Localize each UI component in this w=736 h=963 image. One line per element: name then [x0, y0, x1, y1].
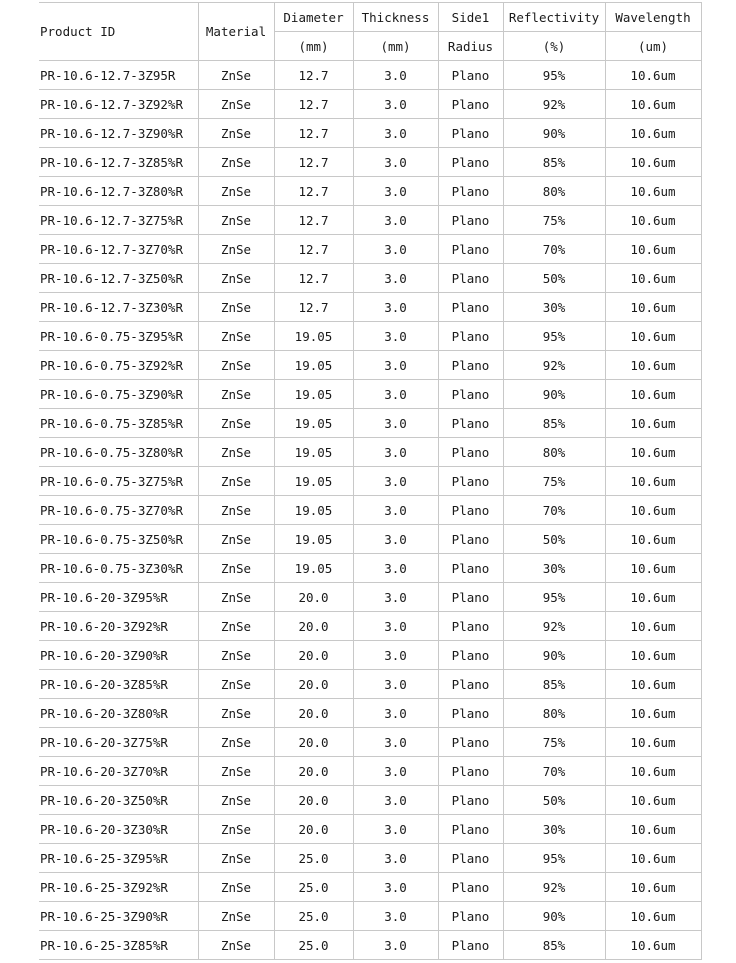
side1-cell: Plano — [438, 351, 503, 380]
table-row — [39, 757, 701, 786]
product-id-cell: PR-10.6-12.7-3Z85%R — [39, 148, 198, 177]
reflectivity-cell: 70% — [503, 496, 605, 525]
thickness-cell: 3.0 — [353, 177, 438, 206]
reflectivity-cell: 95% — [503, 322, 605, 351]
side1-cell: Plano — [438, 177, 503, 206]
material-cell: ZnSe — [198, 322, 274, 351]
diameter-cell: 19.05 — [274, 380, 353, 409]
product-id-cell: PR-10.6-20-3Z90%R — [39, 641, 198, 670]
thickness-cell: 3.0 — [353, 699, 438, 728]
product-id-cell: PR-10.6-20-3Z30%R — [39, 815, 198, 844]
wavelength-cell: 10.6um — [605, 931, 701, 960]
material-cell: ZnSe — [198, 438, 274, 467]
material-cell: ZnSe — [198, 264, 274, 293]
wavelength-cell: 10.6um — [605, 815, 701, 844]
wavelength-cell: 10.6um — [605, 409, 701, 438]
side1-cell: Plano — [438, 554, 503, 583]
thickness-cell: 3.0 — [353, 467, 438, 496]
reflectivity-cell: 75% — [503, 728, 605, 757]
material-cell: ZnSe — [198, 293, 274, 322]
side1-cell: Plano — [438, 525, 503, 554]
side1-cell: Plano — [438, 148, 503, 177]
material-cell: ZnSe — [198, 931, 274, 960]
table-row — [39, 844, 701, 873]
side1-cell: Plano — [438, 264, 503, 293]
wavelength-cell: 10.6um — [605, 264, 701, 293]
material-cell: ZnSe — [198, 699, 274, 728]
product-id-cell: PR-10.6-20-3Z75%R — [39, 728, 198, 757]
table-row — [39, 90, 701, 119]
wavelength-cell: 10.6um — [605, 699, 701, 728]
thickness-cell: 3.0 — [353, 612, 438, 641]
material-cell: ZnSe — [198, 380, 274, 409]
reflectivity-cell: 92% — [503, 612, 605, 641]
side1-cell: Plano — [438, 322, 503, 351]
table-row — [39, 728, 701, 757]
table-row — [39, 235, 701, 264]
reflectivity-cell: 80% — [503, 438, 605, 467]
material-cell: ZnSe — [198, 206, 274, 235]
reflectivity-cell: 85% — [503, 409, 605, 438]
side1-cell: Plano — [438, 612, 503, 641]
product-id-cell: PR-10.6-0.75-3Z90%R — [39, 380, 198, 409]
reflectivity-cell: 90% — [503, 380, 605, 409]
wavelength-cell: 10.6um — [605, 177, 701, 206]
table-row — [39, 525, 701, 554]
product-id-cell: PR-10.6-12.7-3Z30%R — [39, 293, 198, 322]
thickness-cell: 3.0 — [353, 757, 438, 786]
wavelength-cell: 10.6um — [605, 206, 701, 235]
thickness-cell: 3.0 — [353, 409, 438, 438]
diameter-cell: 12.7 — [274, 264, 353, 293]
product-id-cell: PR-10.6-0.75-3Z75%R — [39, 467, 198, 496]
material-cell: ZnSe — [198, 844, 274, 873]
wavelength-cell: 10.6um — [605, 322, 701, 351]
side1-cell: Plano — [438, 583, 503, 612]
product-id-cell: PR-10.6-0.75-3Z30%R — [39, 554, 198, 583]
side1-cell: Plano — [438, 235, 503, 264]
side1-cell: Plano — [438, 699, 503, 728]
diameter-cell: 20.0 — [274, 757, 353, 786]
wavelength-cell: 10.6um — [605, 670, 701, 699]
thickness-cell: 3.0 — [353, 815, 438, 844]
diameter-cell: 25.0 — [274, 873, 353, 902]
material-cell: ZnSe — [198, 612, 274, 641]
header-thickness: Thickness — [353, 3, 438, 32]
material-cell: ZnSe — [198, 670, 274, 699]
material-cell: ZnSe — [198, 554, 274, 583]
diameter-cell: 20.0 — [274, 583, 353, 612]
wavelength-cell: 10.6um — [605, 351, 701, 380]
diameter-cell: 25.0 — [274, 844, 353, 873]
thickness-cell: 3.0 — [353, 786, 438, 815]
reflectivity-cell: 50% — [503, 786, 605, 815]
wavelength-cell: 10.6um — [605, 844, 701, 873]
product-id-cell: PR-10.6-25-3Z90%R — [39, 902, 198, 931]
table-row — [39, 873, 701, 902]
product-id-cell: PR-10.6-0.75-3Z50%R — [39, 525, 198, 554]
thickness-cell: 3.0 — [353, 438, 438, 467]
thickness-cell: 3.0 — [353, 728, 438, 757]
wavelength-cell: 10.6um — [605, 873, 701, 902]
thickness-cell: 3.0 — [353, 670, 438, 699]
table-row — [39, 641, 701, 670]
product-id-cell: PR-10.6-12.7-3Z70%R — [39, 235, 198, 264]
product-id-cell: PR-10.6-20-3Z80%R — [39, 699, 198, 728]
wavelength-cell: 10.6um — [605, 61, 701, 90]
wavelength-cell: 10.6um — [605, 641, 701, 670]
side1-cell: Plano — [438, 496, 503, 525]
reflectivity-cell: 50% — [503, 525, 605, 554]
thickness-cell: 3.0 — [353, 235, 438, 264]
reflectivity-cell: 70% — [503, 757, 605, 786]
product-id-cell: PR-10.6-20-3Z92%R — [39, 612, 198, 641]
side1-cell: Plano — [438, 380, 503, 409]
diameter-cell: 12.7 — [274, 148, 353, 177]
material-cell: ZnSe — [198, 902, 274, 931]
table-row — [39, 902, 701, 931]
reflectivity-cell: 95% — [503, 61, 605, 90]
diameter-cell: 19.05 — [274, 409, 353, 438]
spec-sheet — [39, 2, 702, 960]
table-row — [39, 931, 701, 960]
thickness-cell: 3.0 — [353, 844, 438, 873]
table-row — [39, 148, 701, 177]
product-id-cell: PR-10.6-0.75-3Z95%R — [39, 322, 198, 351]
wavelength-cell: 10.6um — [605, 786, 701, 815]
diameter-cell: 12.7 — [274, 235, 353, 264]
side1-cell: Plano — [438, 873, 503, 902]
diameter-cell: 19.05 — [274, 525, 353, 554]
header-row-top — [39, 3, 701, 32]
table-row — [39, 612, 701, 641]
reflectivity-cell: 92% — [503, 873, 605, 902]
product-id-cell: PR-10.6-12.7-3Z75%R — [39, 206, 198, 235]
table-row — [39, 322, 701, 351]
reflectivity-cell: 85% — [503, 670, 605, 699]
table-row — [39, 409, 701, 438]
diameter-cell: 12.7 — [274, 206, 353, 235]
table-body — [39, 61, 701, 960]
thickness-cell: 3.0 — [353, 90, 438, 119]
diameter-cell: 19.05 — [274, 467, 353, 496]
wavelength-cell: 10.6um — [605, 235, 701, 264]
reflectivity-cell: 50% — [503, 264, 605, 293]
product-id-cell: PR-10.6-0.75-3Z92%R — [39, 351, 198, 380]
material-cell: ZnSe — [198, 525, 274, 554]
product-id-cell: PR-10.6-12.7-3Z80%R — [39, 177, 198, 206]
thickness-cell: 3.0 — [353, 293, 438, 322]
material-cell: ZnSe — [198, 757, 274, 786]
header-material: Material — [198, 3, 274, 61]
side1-cell: Plano — [438, 902, 503, 931]
reflectivity-cell: 90% — [503, 119, 605, 148]
product-id-cell: PR-10.6-25-3Z85%R — [39, 931, 198, 960]
reflectivity-cell: 95% — [503, 583, 605, 612]
product-spec-table — [39, 2, 702, 960]
diameter-cell: 19.05 — [274, 496, 353, 525]
side1-cell: Plano — [438, 409, 503, 438]
wavelength-cell: 10.6um — [605, 612, 701, 641]
material-cell: ZnSe — [198, 728, 274, 757]
header-side1-radius: Radius — [438, 32, 503, 61]
material-cell: ZnSe — [198, 496, 274, 525]
diameter-cell: 12.7 — [274, 177, 353, 206]
reflectivity-cell: 92% — [503, 351, 605, 380]
material-cell: ZnSe — [198, 873, 274, 902]
table-row — [39, 351, 701, 380]
wavelength-cell: 10.6um — [605, 90, 701, 119]
material-cell: ZnSe — [198, 235, 274, 264]
wavelength-cell: 10.6um — [605, 496, 701, 525]
diameter-cell: 20.0 — [274, 612, 353, 641]
diameter-cell: 12.7 — [274, 119, 353, 148]
diameter-cell: 19.05 — [274, 438, 353, 467]
product-id-cell: PR-10.6-12.7-3Z92%R — [39, 90, 198, 119]
material-cell: ZnSe — [198, 351, 274, 380]
table-row — [39, 438, 701, 467]
table-row — [39, 61, 701, 90]
product-id-cell: PR-10.6-20-3Z95%R — [39, 583, 198, 612]
side1-cell: Plano — [438, 293, 503, 322]
diameter-cell: 19.05 — [274, 322, 353, 351]
material-cell: ZnSe — [198, 409, 274, 438]
table-row — [39, 264, 701, 293]
product-id-cell: PR-10.6-12.7-3Z90%R — [39, 119, 198, 148]
diameter-cell: 12.7 — [274, 61, 353, 90]
thickness-cell: 3.0 — [353, 496, 438, 525]
side1-cell: Plano — [438, 815, 503, 844]
product-id-cell: PR-10.6-20-3Z85%R — [39, 670, 198, 699]
product-id-cell: PR-10.6-0.75-3Z70%R — [39, 496, 198, 525]
thickness-cell: 3.0 — [353, 119, 438, 148]
side1-cell: Plano — [438, 206, 503, 235]
reflectivity-cell: 75% — [503, 206, 605, 235]
product-id-cell: PR-10.6-0.75-3Z80%R — [39, 438, 198, 467]
wavelength-cell: 10.6um — [605, 438, 701, 467]
reflectivity-cell: 75% — [503, 467, 605, 496]
side1-cell: Plano — [438, 119, 503, 148]
diameter-cell: 20.0 — [274, 728, 353, 757]
material-cell: ZnSe — [198, 61, 274, 90]
thickness-cell: 3.0 — [353, 583, 438, 612]
wavelength-cell: 10.6um — [605, 148, 701, 177]
diameter-cell: 12.7 — [274, 293, 353, 322]
product-id-cell: PR-10.6-20-3Z50%R — [39, 786, 198, 815]
product-id-cell: PR-10.6-25-3Z92%R — [39, 873, 198, 902]
product-id-cell: PR-10.6-0.75-3Z85%R — [39, 409, 198, 438]
table-row — [39, 380, 701, 409]
thickness-cell: 3.0 — [353, 931, 438, 960]
side1-cell: Plano — [438, 728, 503, 757]
reflectivity-cell: 70% — [503, 235, 605, 264]
header-diameter: Diameter — [274, 3, 353, 32]
material-cell: ZnSe — [198, 177, 274, 206]
thickness-cell: 3.0 — [353, 206, 438, 235]
diameter-cell: 12.7 — [274, 90, 353, 119]
table-row — [39, 496, 701, 525]
wavelength-cell: 10.6um — [605, 757, 701, 786]
side1-cell: Plano — [438, 757, 503, 786]
thickness-cell: 3.0 — [353, 148, 438, 177]
side1-cell: Plano — [438, 670, 503, 699]
table-row — [39, 699, 701, 728]
table-row — [39, 815, 701, 844]
side1-cell: Plano — [438, 641, 503, 670]
reflectivity-cell: 85% — [503, 148, 605, 177]
table-row — [39, 583, 701, 612]
header-wavelength: Wavelength — [605, 3, 701, 32]
product-id-cell: PR-10.6-12.7-3Z95R — [39, 61, 198, 90]
thickness-cell: 3.0 — [353, 641, 438, 670]
header-reflectivity: Reflectivity — [503, 3, 605, 32]
wavelength-cell: 10.6um — [605, 467, 701, 496]
header-thickness-unit: (mm) — [353, 32, 438, 61]
product-id-cell: PR-10.6-12.7-3Z50%R — [39, 264, 198, 293]
thickness-cell: 3.0 — [353, 380, 438, 409]
table-row — [39, 786, 701, 815]
diameter-cell: 20.0 — [274, 670, 353, 699]
wavelength-cell: 10.6um — [605, 554, 701, 583]
table-row — [39, 119, 701, 148]
wavelength-cell: 10.6um — [605, 583, 701, 612]
table-row — [39, 206, 701, 235]
side1-cell: Plano — [438, 467, 503, 496]
diameter-cell: 19.05 — [274, 351, 353, 380]
table-row — [39, 670, 701, 699]
material-cell: ZnSe — [198, 90, 274, 119]
reflectivity-cell: 30% — [503, 554, 605, 583]
reflectivity-cell: 80% — [503, 177, 605, 206]
table-row — [39, 554, 701, 583]
reflectivity-cell: 95% — [503, 844, 605, 873]
side1-cell: Plano — [438, 438, 503, 467]
diameter-cell: 20.0 — [274, 699, 353, 728]
reflectivity-cell: 90% — [503, 902, 605, 931]
diameter-cell: 25.0 — [274, 931, 353, 960]
thickness-cell: 3.0 — [353, 351, 438, 380]
thickness-cell: 3.0 — [353, 322, 438, 351]
table-row — [39, 467, 701, 496]
side1-cell: Plano — [438, 61, 503, 90]
reflectivity-cell: 90% — [503, 641, 605, 670]
material-cell: ZnSe — [198, 583, 274, 612]
diameter-cell: 20.0 — [274, 786, 353, 815]
material-cell: ZnSe — [198, 786, 274, 815]
material-cell: ZnSe — [198, 148, 274, 177]
table-row — [39, 293, 701, 322]
thickness-cell: 3.0 — [353, 902, 438, 931]
header-product-id: Product ID — [39, 3, 198, 61]
wavelength-cell: 10.6um — [605, 293, 701, 322]
header-side1: Side1 — [438, 3, 503, 32]
wavelength-cell: 10.6um — [605, 902, 701, 931]
header-diameter-unit: (mm) — [274, 32, 353, 61]
product-id-cell: PR-10.6-25-3Z95%R — [39, 844, 198, 873]
thickness-cell: 3.0 — [353, 873, 438, 902]
side1-cell: Plano — [438, 931, 503, 960]
table-row — [39, 177, 701, 206]
material-cell: ZnSe — [198, 641, 274, 670]
reflectivity-cell: 30% — [503, 815, 605, 844]
diameter-cell: 19.05 — [274, 554, 353, 583]
header-reflectivity-unit: (%) — [503, 32, 605, 61]
reflectivity-cell: 85% — [503, 931, 605, 960]
material-cell: ZnSe — [198, 119, 274, 148]
diameter-cell: 25.0 — [274, 902, 353, 931]
wavelength-cell: 10.6um — [605, 380, 701, 409]
product-id-cell: PR-10.6-20-3Z70%R — [39, 757, 198, 786]
side1-cell: Plano — [438, 786, 503, 815]
header-wavelength-unit: (um) — [605, 32, 701, 61]
diameter-cell: 20.0 — [274, 815, 353, 844]
thickness-cell: 3.0 — [353, 61, 438, 90]
thickness-cell: 3.0 — [353, 264, 438, 293]
material-cell: ZnSe — [198, 467, 274, 496]
wavelength-cell: 10.6um — [605, 728, 701, 757]
wavelength-cell: 10.6um — [605, 119, 701, 148]
thickness-cell: 3.0 — [353, 554, 438, 583]
wavelength-cell: 10.6um — [605, 525, 701, 554]
reflectivity-cell: 30% — [503, 293, 605, 322]
thickness-cell: 3.0 — [353, 525, 438, 554]
reflectivity-cell: 92% — [503, 90, 605, 119]
side1-cell: Plano — [438, 90, 503, 119]
diameter-cell: 20.0 — [274, 641, 353, 670]
reflectivity-cell: 80% — [503, 699, 605, 728]
material-cell: ZnSe — [198, 815, 274, 844]
side1-cell: Plano — [438, 844, 503, 873]
